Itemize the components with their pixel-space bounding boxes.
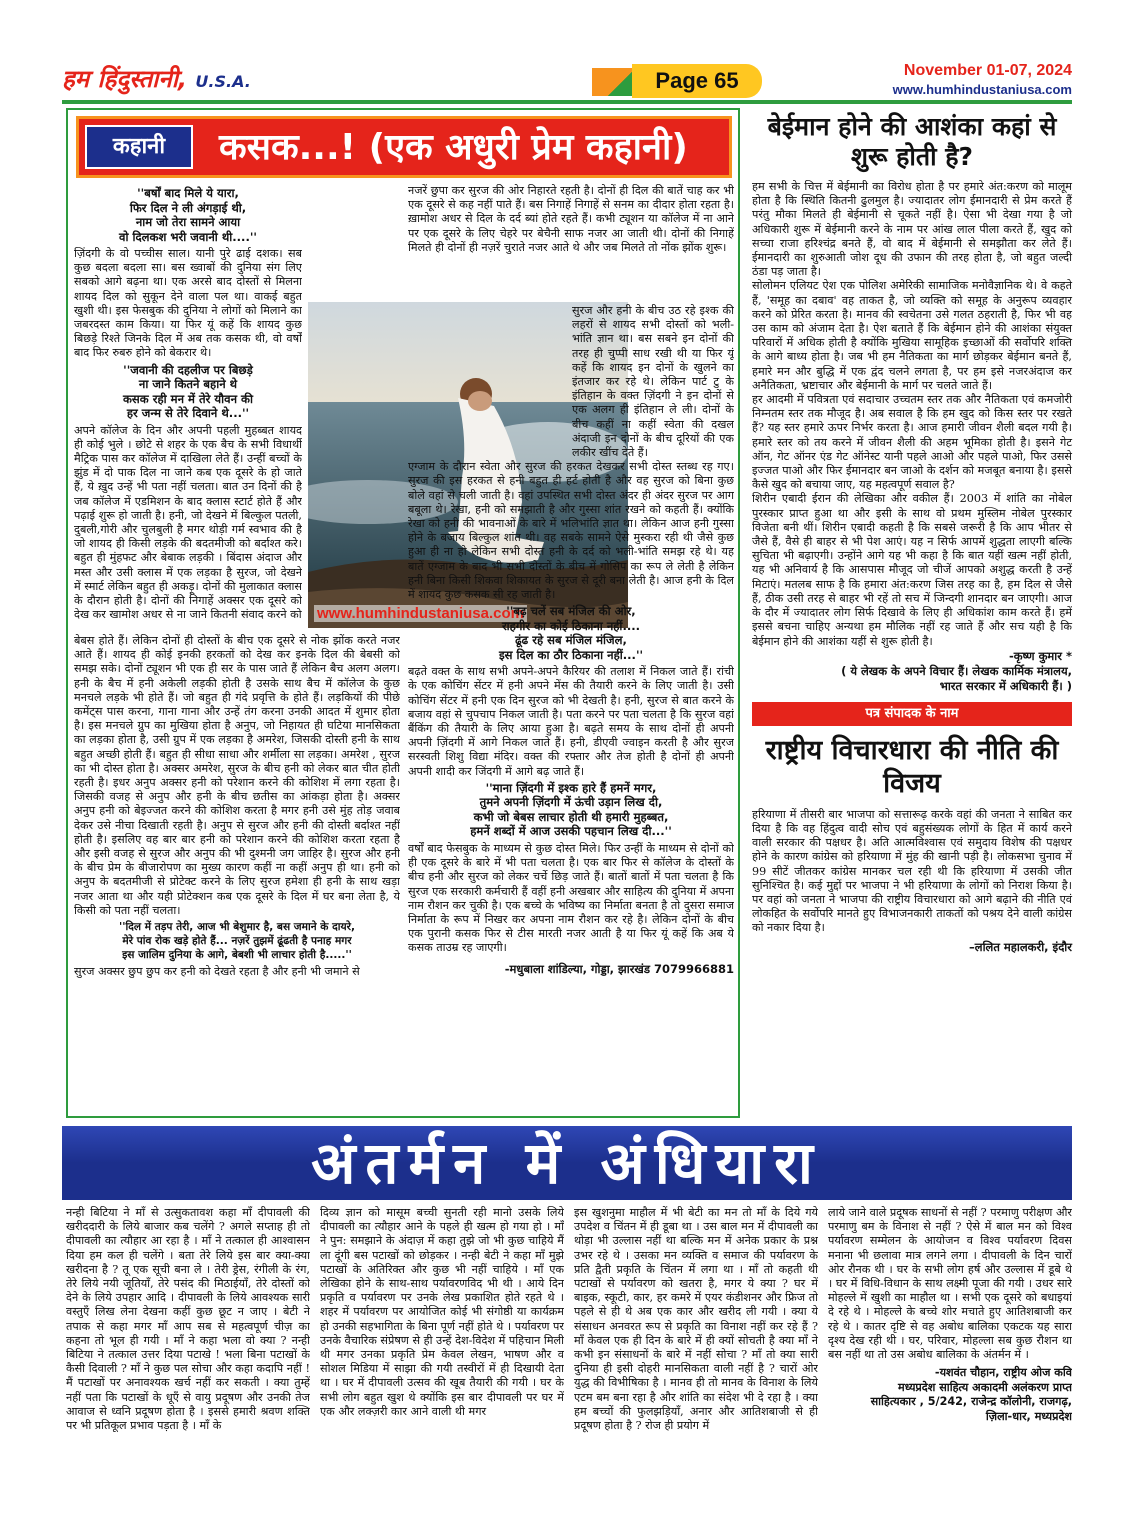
- page-header: [62, 62, 1072, 98]
- right-column: [752, 108, 1072, 1118]
- story-column-2-top: [408, 184, 734, 304]
- story-byline: -मधुबाला शांडिल्या, गोड्डा, झारखंड 7079966881: [504, 961, 734, 976]
- poem-line: नाम जो तेरा सामने आया: [135, 215, 241, 229]
- story-paragraph: सुरज अक्सर छुप छुप कर हनी को देखते रहता है और हनी भी जमाने से: [74, 965, 360, 979]
- story-banner-bottom: [62, 1126, 1072, 1200]
- poem-line: ''बर्षों बाद मिले ये यारा,: [137, 186, 239, 200]
- poem-line: हमनें शब्दों में आज उसकी पहचान लिख दी...'': [470, 824, 672, 839]
- story-category: कहानी: [85, 125, 193, 169]
- poem-2: [74, 363, 302, 421]
- author-name: -कृष्ण कुमार *: [1008, 648, 1072, 663]
- article-headline: बेईमान होने की आशंका कहां से शुरू होती है?: [767, 112, 1057, 171]
- bottom-column-1: नन्ही बिटिया ने माँ से उत्सुकतावश कहा माँ दीपावली की खरीददारी के लिये बाजार कब चलेंगे ? अगले सप्ताह ही तो दीपावली का त्यौहार आ रहा है । माँ ने तत्काल ही आश्वासन दिया हम कल ही चलेंगे । बता तेरे लिये इस बार क्या-क्या खरीदना है ? तू एक सूची बना ले । तेरी ड्रेस, रंगीली के रंग, तेरे लिये नयी जूतियाँ, तेरे पसंद की मिठाईयाँ, तेरे दोस्तों को देने के लिये उपहार आदि । दीपावली के लिये आवश्यक सारी वस्तुएँ लिख लेना देखना कहीं कुछ छूट न जाए । बेटी ने तपाक से कहा मगर माँ आप सब से महत्वपूर्ण चीज़ का कहना तो भूल ही गयी । माँ ने कहा भला वो क्या ? नन्ही बिटिया ने तत्काल उत्तर दिया पटाखे ! भला बिना पटाखों के कैसी दिवाली ? माँ ने कुछ पल सोचा और कहा कदापि नहीं ! मैं पटाखों पर अनावश्यक खर्च नहीं कर सकती । क्या तुम्हें नहीं पता कि पटाखों के धूएँ से वायु प्रदूषण और उनकी तेज आवाज से ध्वनि प्रदूषण होता है । इससे हमारी श्रवण शक्ति पर भी प्रतिकूल प्रभाव पड़ता है । माँ के: [66, 1206, 310, 1433]
- bottom-paragraph: लाये जाने वाले प्रदूषक साधनों से नहीं ? परमाणु परीक्षण और परमाणु बम के विनाश से नहीं ? ऐसे में बाल मन को विश्व पर्यावरण सम्मेलन के आयोजन व विश्व पर्यावरण दिवस मनाना भी छलावा मात्र लगने लगा । दीपावली के दिन चारों ओर रौनक थी । घर के सभी लोग हर्ष और उल्लास में डूबे थे । घर में विधि-विधान के साथ लक्ष्मी पूजा की गयी । उधर सारे मोहल्ले में खुशी का माहौल था । सभी एक दूसरे को बधाइयां दे रहे थे । मोहल्ले के बच्चे शोर मचाते हुए आतिशबाजी कर रहे थे । कातर दृष्टि से वह अबोध बालिका एकटक यह सारा दृश्य देख रही थी । घर, परिवार, मोहल्ला सब कुछ रौशन था बस नहीं था तो उस अबोध बालिका के अंतर्मन में ।: [828, 1206, 1072, 1362]
- section-strip: पत्र संपादक के नाम: [752, 702, 1072, 726]
- story-paragraph: बढ़ते वक्त के साथ सभी अपने-अपने कैरियर की तलाश में निकल जाते हैं। रांची के एक कोचिंग सेंटर में हनी अपने मेंस की तैयारी करने के लिए जाती है। उसी कोचिंग सेंटर में हनी एक दिन सुरज को भी देखती है। हनी, सुरज से बात करने के बजाय वहां से चुपचाप निकल जाती है। पता करने पर पता चलता है कि सुरज वहां बैंकिंग की तैयारी के लिए आया हुआ है। बढ़ते समय के साथ दोनों ही अपनी अपनी ज़िंदगी में आगे निकल जाते हैं। हनी, डीएवी ज्वाइन करती है और सुरज सरस्वती शिशु विद्या मंदिर। वक्त की रफ्तार और तेज होती है दोनों ही अपनी अपनी शादी कर जिंदगी में आगे बढ़ जाते हैं।: [408, 665, 734, 778]
- poem-5: [408, 781, 734, 839]
- letter-body: हरियाणा में तीसरी बार भाजपा को सत्तारूढ़ करके वहां की जनता ने साबित कर दिया है कि वह हिंदुत्व वादी सोच एवं बहुसंख्यक लोगों के हित में कार्य करने वाली सरकार की पक्षधर है। अति आत्मविश्वास एवं समुदाय विशेष की पक्षधर होने के कारण कांग्रेस को हरियाणा में मुंह की खानी पड़ी है। लोकसभा चुनाव में 99 सीटें जीतकर कांग्रेस मानकर चल रही थी कि हरियाणा में उसकी जीत सुनिश्चित है। कई मुद्दों पर भाजपा ने भी हरियाणा के लोगों को निराश किया है। पर वहां को जनता ने भाजपा की राष्ट्रीय विचारधारा को आगे बढ़ाने की नीति एवं लोकहित के सर्वोपरि मानते हुए विभाजनकारी ताकतों को पश्रय देने वाली कांग्रेस को नकार दिया है।: [752, 807, 1072, 935]
- poem-line: हर जन्म से तेरे दिवाने थे...'': [126, 406, 250, 421]
- page-number-badge: [592, 64, 762, 98]
- article-body: [752, 180, 1072, 649]
- bottom-column-2: दिव्य ज्ञान को मासूम बच्ची सुनती रही मानो उसके लिये दीपावली का त्यौहार आने के पहले ही खत्म हो गया हो । माँ ने पुन: समझाने के अंदाज़ में कहा तुझे जो भी कुछ चाहिये मैं ला दूंगी बस पटाखों को छोड़कर । नन्ही बेटी ने कहा माँ मुझे पटाखों के अतिरिक्त और कुछ भी नहीं चाहिये । माँ एक लेखिका होने के साथ-साथ पर्यावरणविद भी थी । आये दिन प्रकृति व पर्यावरण पर उनके लेख प्रकाशित होते रहते थे । शहर में पर्यावरण पर आयोजित कोई भी संगोष्ठी या कार्यक्रम हो उनकी सहभागिता के बिना पूर्ण नहीं होते थे । पर्यावरण पर उनके वैचारिक संप्रेषण से ही उन्हें देश-विदेश में पहिचान मिली थी मगर उनका प्रकृति प्रेम केवल लेखन, भाषण और व सोशल मिडिया में साझा की गयी तस्वीरों में ही दिखायी देता था । घर में दीपावली उत्सव की खूब तैयारी की गयी । घर के सभी लोग बहुत खुश थे क्योंकि इस बार दीपावली पर घर में एक और लक्ज़री कार आने वाली थी मगर: [320, 1206, 564, 1418]
- story-paragraph: अपने कॉलेज के दिन और अपनी पहली मुहब्बत शायद ही कोई भुले । छोटे से शहर के एक बैच के सभी विधार्थी मैट्रिक पास कर कॉलेज में दाखिला लेते हैं। उन्हीं बच्चों के झुंड में दो पाक दिल ना जाने कब एक दूसरे के हो जाते हैं, ये ख़ुद उन्हें भी पता नहीं चलता। बात उन दिनों की है जब कॉलेज में एडमिशन के बाद क्लास स्टार्ट होते हैं और पढ़ाई शुरू हो जाती है। हनी, जो देखने में बिल्कुल पतली, दुबली,गोरी और चुलबुली है मगर थोड़ी गर्म स्वभाव की है जो शायद ही किसी लड़के की बदतमीजी को बर्दाश्त करे। बहुत ही मुंहफट और बेबाक लड़की । बिंदास अंदाज और मस्त और उसी क्लास में एक लड़का है सुरज, जो देखने में स्मार्ट लेकिन बहुत ही अकड़ू। दोनों की मुलाकात क्लास के दौरान होती है। दोनों की निगाहें अक्सर एक दूसरे को देख कर खामोश अधर से ना जाने कितनी संवाद करने को: [74, 423, 302, 622]
- masthead-brand: [62, 62, 251, 95]
- story-paragraph: सुरज और हनी के बीच उठ रहे इश्क की लहरों से शायद सभी दोस्तों को भली-भांति ज्ञान था। बस सबने इन दोनों की तरह ही चुप्पी साध रखी थी या फिर यूं कहें कि शायद इन दोनों के खुलने का इंतजार कर रहे थे। लेकिन पार्ट टु के इंतिहान के वक्त ज़िंदगी ने इन दोनों से एक अलग ही इंतिहान ले ली। दोनों के बीच कहीं ना कहीं स्वेता की दखल अंदाजी इन दोनों के बीच दूरियों की एक लकीर खींच देते हैं।: [572, 304, 734, 460]
- article-paragraph: हम सभी के चित्त में बेईमानी का विरोध होता है पर हमारे अंत:करण को मालूम होता है कि स्थिति कितनी ढुलमुल है। ज्यादातर लोग ईमानदारी से प्रेम करते हैं परंतु मौका मिलते ही बेईमानी से चूकते नहीं है। ऐसा भी देखा गया है जो अधिकारी शुरू में बेईमानी करने के नाम पर आंख लाल पीला करते हैं, खुद को सच्चा राजा हरिश्चंद्र बनते हैं, वो बाद में बेईमानी से समझौता कर लेते हैं। ईमानदारी का शुरुआती जोश दूध की उफान की तरह होता है, जो बहुत जल्दी ठंडा पड़ जाता है।: [752, 180, 1072, 279]
- story-paragraph: ज़िंदगी के वो पच्चीस साल। यानी पुरे ढाई दशक। सब कुछ बदला बदला सा। बस ख्वाबों की दुनिया संग लिए सबको आगे बढ़ना था। एक अरसे बाद दोस्तों से मिलना शायद दिल को सुकून देने वाला पल था। वाकई बहुत खुशी थी। इस फेसबुक की दुनिया ने लोगों को मिलाने का जबरदस्त काम किया। या फिर यूं कहें कि शायद कुछ बिछड़े रिश्ते जिनके दिल में अब तक कसक थी, वो वर्षों बाद फिर रुबरु होने को बेकरार थे।: [74, 247, 302, 360]
- article-signature: [752, 649, 1072, 694]
- bottom-story-title: अंतर्मन में अंधियारा: [311, 1129, 823, 1197]
- story-panel: [66, 108, 740, 1118]
- bottom-column-3: इस खुशनुमा माहौल में भी बेटी का मन तो माँ के दिये गये उपदेश व चिंतन में ही डूबा था । उस बाल मन में दीपावली का थोड़ा भी उल्लास नहीं था बल्कि मन में अनेक प्रकार के प्रश्न उभर रहे थे । उसका मन व्यक्ति व समाज की पर्यावरण के प्रति द्वैती प्रकृति के चिंतन में लगा था । माँ तो कहती थी पटाखों से पर्यावरण को खतरा है, मगर ये क्या ? घर में बाइक, स्कूटी, कार, हर कमरे में एयर कंडीशनर और फ्रिज तो पहले से ही थे अब एक कार और खरीद ली गयी । क्या ये संसाधन अनवरत रूप से प्रकृति का विनाश नहीं कर रहे हैं ? माँ केवल एक ही दिन के बारे में ही क्यों सोचती है क्या माँ ने कभी इन संसाधनों के बारे में नहीं सोचा ? माँ तो क्या सारी दुनिया ही इसी दोहरी मानसिकता वाली नहीं है ? चारों ओर युद्ध की विभीषिका है । मानव ही तो मानव के विनाश के लिये एटम बम बना रहा है और शांति का संदेश भी दे रहा है । क्या हम बच्चों की फुलझड़ियाँ, अनार और आतिशबाजी से ही प्रदूषण होता है ? रोज ही प्रयोग में: [574, 1206, 818, 1433]
- bottom-column-4: [828, 1206, 1072, 1506]
- poem-line: ''बढ़ चलें सब मंजिल की ओर,: [506, 604, 636, 619]
- story-column-1: [74, 184, 302, 634]
- article-paragraph: सोलोमन एलियट ऐश एक पोलिश अमेरिकी सामाजिक मनोवैज्ञानिक थे। वे कहते हैं, 'समूह का दबाव' वह ताकत है, जो व्यक्ति को समूह के अनुरूप व्यवहार करने को प्रेरित करता है। मानव की स्वचेतना उसे गलत ठहराती है, फिर भी वह उस काम को अंजाम देता है। ऐश बताते हैं कि बेईमान होने की आशंका संयुक्त परिवारों में अधिक होती है क्योंकि मुखिया सामूहिक इच्छाओं की सर्वोपरि शक्ति के आगे बाध्य होता है। जब भी हम नैतिकता का मार्ग छोड़कर बेईमान बनते हैं, हमारे मन और बुद्धि में एक द्वंद चलने लगता है, पर हम इसे नजरअंदाज कर अनैतिकता, भ्रष्टाचार और बेईमानी के मार्ग पर चलते जाते हैं।: [752, 279, 1072, 392]
- letter-signature: –ललित महालकरी, इंदौर: [969, 939, 1072, 954]
- story-paragraph: एग्जाम के दौरान स्वेता और सुरज की हरकत देखकर सभी दोस्त स्तब्ध रह गए। सुरज की इस हरकत से हनी बहुत ही हर्ट होती है और वह सुरज को बिना कुछ बोले वहां से चली जाती है। वहां उपस्थित सभी दोस्त अंदर ही अंदर सुरज पर आग बबूला थे। रेखा, हनी को समझाती है और गुस्सा शांत रखने को कहती हैं। क्योंकि रेखा को हनी की भावनाओं के बारे में भलिभांति ज्ञात था। लेकिन आज हनी गुस्सा होने के बजाय बिल्कुल शांत थी। वह सबके सामने ऐसे मुस्करा रही थी जैसे कुछ हुआ ही ना हो लेकिन सभी दोस्त हनी के दर्द को भली-भांति समझ रहे थे। यह बातें एग्जाम के बाद भी सभी दोस्तों के बीच में गोसिप का रूप ले लेती है लेकिन हनी बिना किसी शिकवा शिकायत के सुरज से दूरी बना लेती है। आज हनी के दिल में शायद कुछ कसक सी रह जाती है।: [408, 460, 734, 602]
- author-note: साहित्यकार , 5/242, राजेन्द्र कॉलोनी, राजगढ़,: [870, 1395, 1072, 1409]
- header-divider: [62, 100, 1072, 104]
- story-paragraph: वर्षों बाद फेसबुक के माध्यम से कुछ दोस्त मिले। फिर उन्हीं के माध्यम से दोनों को ही एक दूसरे के बारे में भी पता चलता है। एक बार फिर से कॉलेज के दोस्तों के बीच हनी और सुरज को लेकर चर्चे छिड़ जाते हैं। बातों बातों में पता चलता है कि सुरज एक सरकारी कर्मचारी हैं वहीं हनी अखबार और साहित्य की दुनिया में अपना नाम रौशन कर चुकी है। एक बच्चे के भविष्य का निर्माता बनता है तो दुसरा समाज निर्माता के रूप में निखर कर अपना नाम रौशन कर रहे है। लेकिन दोनों के बीच एक पुरानी कसक फिर से टीस मारती नजर आती है या फिर यूं कहें कि अब ये कसक ताउम्र रह जाएगी।: [408, 841, 734, 955]
- poem-3: [74, 920, 400, 962]
- poem-line: इस दिल का ठौर ठिकाना नहीं...'': [498, 647, 644, 662]
- poem-line: ''दिल में तड़प तेरी, आज भी बेशुमार है, बस जमाने के दायरे,: [118, 921, 356, 934]
- letter-headline: राष्ट्रीय विचारधारा की नीति की विजय: [765, 734, 1059, 799]
- poem-4: [408, 604, 734, 662]
- poem-line: फिर दिल ने ली अंगड़ाई थी,: [129, 200, 247, 215]
- author-name: -यशवंत चौहान, राष्ट्रीय ओज कवि: [934, 1366, 1072, 1380]
- poem-line: ''माना ज़िंदगी में इश्क हारे हैं हमनें मगर,: [485, 780, 657, 795]
- poem-line: राहगीर का कोई ठिकाना नहीं....: [501, 618, 641, 633]
- issue-date: November 01-07, 2024: [903, 62, 1072, 79]
- bottom-signature: [828, 1366, 1072, 1424]
- article-paragraph: हर आदमी में पवित्रता एवं सदाचार उच्चतम स्तर तक और नैतिकता एवं कमजोरी निम्नतम स्तर तक मौजूद है। अब सवाल है कि हम खुद को किस स्तर पर रखते हैं? यह स्तर हमारे ऊपर निर्भर करता है। आज हमारी जीवन शैली बदल गयी है। हमारे स्तर को तय करने में जीवन शैली की अहम भूमिका होती है। इसने गेट ऑन, गेट ऑनर एंड गेट ऑनेस्ट यानी पहले आओ और पहले पाओ, फिर उससे इज्जत पाओ और फिर ईमानदार बन जाओ के दर्शन को मजबूत बनाया है। इससे कैसे खुद को बचाया जाए, यह महत्वपूर्ण सवाल है?: [752, 393, 1072, 492]
- article-paragraph: शिरीन एबादी ईरान की लेखिका और वकील हैं। 2003 में शांति का नोबेल पुरस्कार प्राप्त हुआ था और इसी के साथ वो प्रथम मुस्लिम नोबेल पुरस्कार विजेता बनी थीं। शिरीन एबादी कहती है कि सबसे जरूरी है कि आप भीतर से जैसे हैं, वैसे ही बाहर से भी पेश आएं। यह न सिर्फ आपमें शुद्धता लाएगी बल्कि सुचिता भी बढ़ाएगी। उन्होंने आगे यह भी कहा है कि बात यहीं खत्म नहीं होती, यह भी अनिवार्य है कि आसपास मौजूद जो चीजें आपको अशुद्ध करती है उन्हें मिटाएं। मतलब साफ है कि हमारा अंत:करण जिस तरह का है, हम दिल से जैसे हैं, ठीक उसी तरह से बाहर भी रहें तो सच में जिन्दगी शानदार बन जाएगी। आज के दौर में ज्यादातर लोग सिर्फ दिखावे के लिए ही अधिकांश काम करते हैं। हमें इससे बचना चाहिए अन्यथा हम मौलिक नहीं रह जाते हैं और सच यही है कि बेईमान होने की आशंका यहीं से शुरू होती है।: [752, 492, 1072, 648]
- poem-line: वो दिलकश भरी जवानी थी....'': [119, 229, 257, 244]
- poem-line: ''जवानी की दहलीज पर बिछड़े: [123, 362, 253, 377]
- poem-line: कभी जो बेबस लाचार होती थी हमारी मुहब्बत,: [473, 809, 669, 824]
- story-paragraph-continued: बेबस होते हैं। लेकिन दोनों ही दोस्तों के बीच एक दूसरे से नोक झोंक करते नजर आते हैं। शायद ही कोई इनकी हरकतों को देख कर इनके दिल की बेबसी को समझ सके। दोनों ट्यूशन भी एक ही सर के पास जाते हैं लेकिन बैच अलग अलग। हनी के बैच में हनी अकेली लड़की होती है उसके साथ बैच में कॉलेज के कुछ मनचले लड़के भी होते हैं। जो बहुत ही गंदे प्रवृत्ति के होते हैं। लड़कियों की पीछे कमेंट्स पास करना, गाना गाना और उन्हें तंग करना उनकी आदत में शुमार होता है। इस मनचले ग्रुप का मुखिया होता है अनुप, जो निहायत ही घटिया मानसिकता का लड़का होता है, उसी ग्रुप में एक लड़का है अमरेश, जिसकी दोस्ती हनी के साथ बहुत अच्छी होती हैं। बहुत ही सीधा साधा और शर्मीला सा लड़का। अमरेश , सुरज का भी दोस्त होता है। अक्सर अमरेश, सुरज के बीच हनी को लेकर बात चीत होती रहती है। इधर अनुप अक्सर हनी को परेशान करने की कोशिश में लगा रहता है। जिसकी वजह से अनुप और हनी के बीच छतीस का आंकड़ा होता है। अक्सर अनुप हनी को बेइज्जत करने की कोशिश करता है मगर हनी उसे मुंह तोड़ जवाब देकर उसे नीचा दिखाती रहती है। अनुप से सुरज और हनी की दोस्ती बर्दाश्त नहीं होती है। इसलिए वह बार बार हनी को परेशान करने की कोशिश करता रहता है और इसी वजह से सुरज और अनुप की भी दुश्मनी जग जाहिर है। सुरज और हनी के बीच प्रेम के बीजारोपण का मुख्य कारण कहीं ना कहीं अनुप ही था। हनी को अनुप के बदतमीजी से प्रोटेक्ट करने के लिए सुरज हमेशा ही हनी के साथ खड़ा नजर आता था और यही प्रोटेक्शन कब एक दूसरे के दिल में घर बना लेता है, ये किसी को पता नहीं चलता।: [74, 634, 400, 917]
- poem-line: मेरे पांव रोक खड़े होते हैं... नज़रें तुझमें ढूंढती है पनाह मगर: [122, 935, 352, 948]
- website-link[interactable]: www.humhindustaniusa.com: [892, 82, 1072, 97]
- story-column-1b: [74, 634, 400, 1118]
- author-note: ज़िला-धार, मध्यप्रदेश: [985, 1410, 1072, 1424]
- author-note: ( ये लेखक के अपने विचार हैं। लेखक कार्मिक मंत्रालय,: [841, 663, 1072, 678]
- story-column-2: [408, 304, 734, 1118]
- story-banner: [76, 116, 732, 178]
- poem-1: [74, 186, 302, 244]
- story-title: कसक...! (एक अधुरी प्रेम कहानी): [219, 127, 688, 168]
- author-note: भारत सरकार में अधिकारी हैं। ): [939, 678, 1072, 693]
- page-number: Page 65: [632, 64, 762, 98]
- poem-line: कसक रही मन में तेरे यौवन की: [123, 391, 253, 406]
- photo-watermark: www.humhindustaniusa.com: [314, 605, 527, 622]
- author-note: मध्यप्रदेश साहित्य अकादमी अलंकरण प्राप्त: [898, 1380, 1072, 1394]
- poem-line: तुमने अपनी ज़िंदगी में ऊंची उड़ान लिख दी,: [479, 795, 663, 810]
- poem-line: ना जाने कितने बहाने थे: [138, 377, 238, 392]
- poem-line: ढूंढ रहे सब मंजिल मंजिल,: [515, 633, 627, 648]
- poem-line: इस जालिम दुनिया के आगे, बेबशी भी लाचार होती है.....'': [122, 949, 352, 962]
- story-paragraph: नजरें छुपा कर सुरज की ओर निहारते रहती है। दोनों ही दिल की बातें चाह कर भी एक दूसरे से कह नहीं पाते हैं। बस निगाहें निगाहें से सनम का दीदार होता रहता है। ख़ामोश अधर से दिल के दर्द ब्यां होते रहते हैं। कभी ट्यूशन या कॉलेज में ना आने पर एक दूसरे के लिए चेहरे पर बेचैनी साफ नजर आ जाती थी। दोनों की निगाहें मिलते ही दोनों ही नज़रें चुराते नजर आते थे और जब मिलते तो नोंक झोंक शुरू।: [408, 184, 734, 254]
- brand-name: हम हिंदुस्तानी,: [62, 65, 188, 93]
- brand-suffix: U.S.A.: [195, 72, 251, 91]
